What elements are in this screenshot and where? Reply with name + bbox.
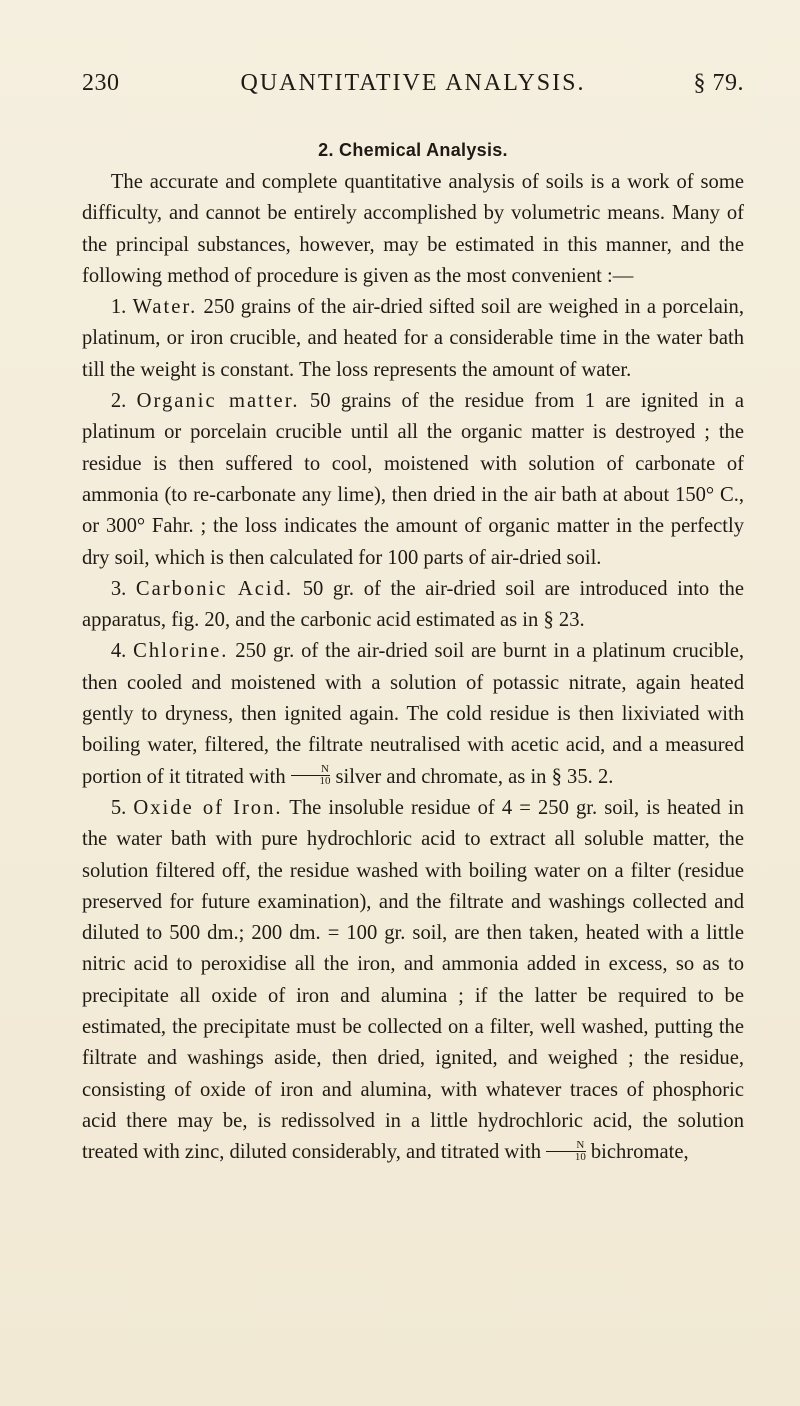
item-term: Organic matter. [136, 390, 300, 413]
body-text [82, 167, 744, 1169]
page-number: 230 [82, 70, 120, 96]
running-head [82, 70, 744, 110]
item-number: 3. [110, 577, 127, 600]
item-term: Carbonic Acid. [135, 577, 294, 600]
item-number: 2. [110, 390, 127, 413]
item-number: 4. [110, 640, 127, 663]
item-text: 250 grains of the air-dried sifted soil are weighed in a porcelain, platinum, or iron crucible, and heated for a considerable time in the water bath till the weight is constant. The loss represents the amount of water. [82, 296, 745, 381]
fraction-numerator: N [546, 1140, 586, 1152]
section-subheading: 2. Chemical Analysis. [318, 140, 508, 160]
intro-paragraph: The accurate and complete quantitative analysis of soils is a work of some difficulty, and cannot be entirely accomplished by volumetric means. Many of the principal substances, however, may be estimated in this manner, and the following method of procedure is given as the most convenient :— [82, 171, 744, 287]
decinormal-fraction [546, 1140, 586, 1163]
item-text-continued: bichromate, [590, 1141, 689, 1164]
item-text: The insoluble residue of 4 = 250 gr. soil, is heated in the water bath with pure hydrochloric acid to extract all soluble matter, the solution filtered off, the residue washed with boiling water on a filter (residue preserved for future examination), and the filtrate and washings collected and diluted to 500 dm.; 200 dm. = 100 gr. soil, are then taken, heated with a little nitric acid to peroxidise all the iron, and ammonia added in excess, so as to precipitate all oxide of iron and alumina ; if the latter be required to be estimated, the precipitate must be collected on a filter, well washed, putting the filtrate and washings aside, then dried, ignited, and weighed ; the residue, consisting of oxide of iron and alumina, with whatever traces of phosphoric acid there may be, is redissolved in a little hydrochloric acid, the solution treated with zinc, diluted considerably, and titrated with [82, 796, 744, 1164]
fraction-numerator: N [291, 764, 331, 776]
paragraph-carbonic-acid [82, 574, 744, 637]
item-term: Chlorine. [133, 640, 229, 663]
section-number: § 79. [693, 70, 744, 96]
paragraph-organic-matter [82, 386, 744, 574]
item-number: 1. [110, 296, 127, 319]
paragraph-water [82, 292, 744, 386]
fraction-denominator: 10 [574, 1150, 586, 1163]
item-text-continued: silver and chromate, as in § 35. 2. [335, 765, 614, 788]
item-text: 50 gr. of the air-dried soil are introduced into the apparatus, fig. 20, and the carbonic acid estimated as in § 23. [82, 577, 744, 632]
decinormal-fraction [291, 764, 331, 787]
running-title: QUANTITATIVE ANALYSIS. [240, 70, 586, 96]
item-term: Oxide of Iron. [133, 796, 283, 819]
item-number: 5. [110, 796, 127, 819]
paragraph-oxide-of-iron [82, 793, 744, 1169]
fraction-denominator: 10 [319, 775, 331, 788]
item-term: Water. [132, 296, 198, 319]
item-text: 50 grains of the residue from 1 are ignited in a platinum or porcelain crucible until all the organic matter is destroyed ; the residue is then suffered to cool, moistened with solution of carbonate of ammonia (to re-carbonate any lime), then dried in the air bath at about 150° C., or 300° Fahr. ; the loss indicates the amount of organic matter in the perfectly dry soil, which is then calculated for 100 parts of air-dried soil. [82, 390, 744, 569]
item-text: 250 gr. of the air-dried soil are burnt in a platinum crucible, then cooled and moistened with a solution of potassic nitrate, again heated gently to dryness, then ignited again. The cold residue is then lixiviated with boiling water, filtered, the filtrate neutralised with acetic acid, and a measured portion of it titrated with [82, 640, 745, 788]
paragraph-chlorine [82, 636, 744, 792]
